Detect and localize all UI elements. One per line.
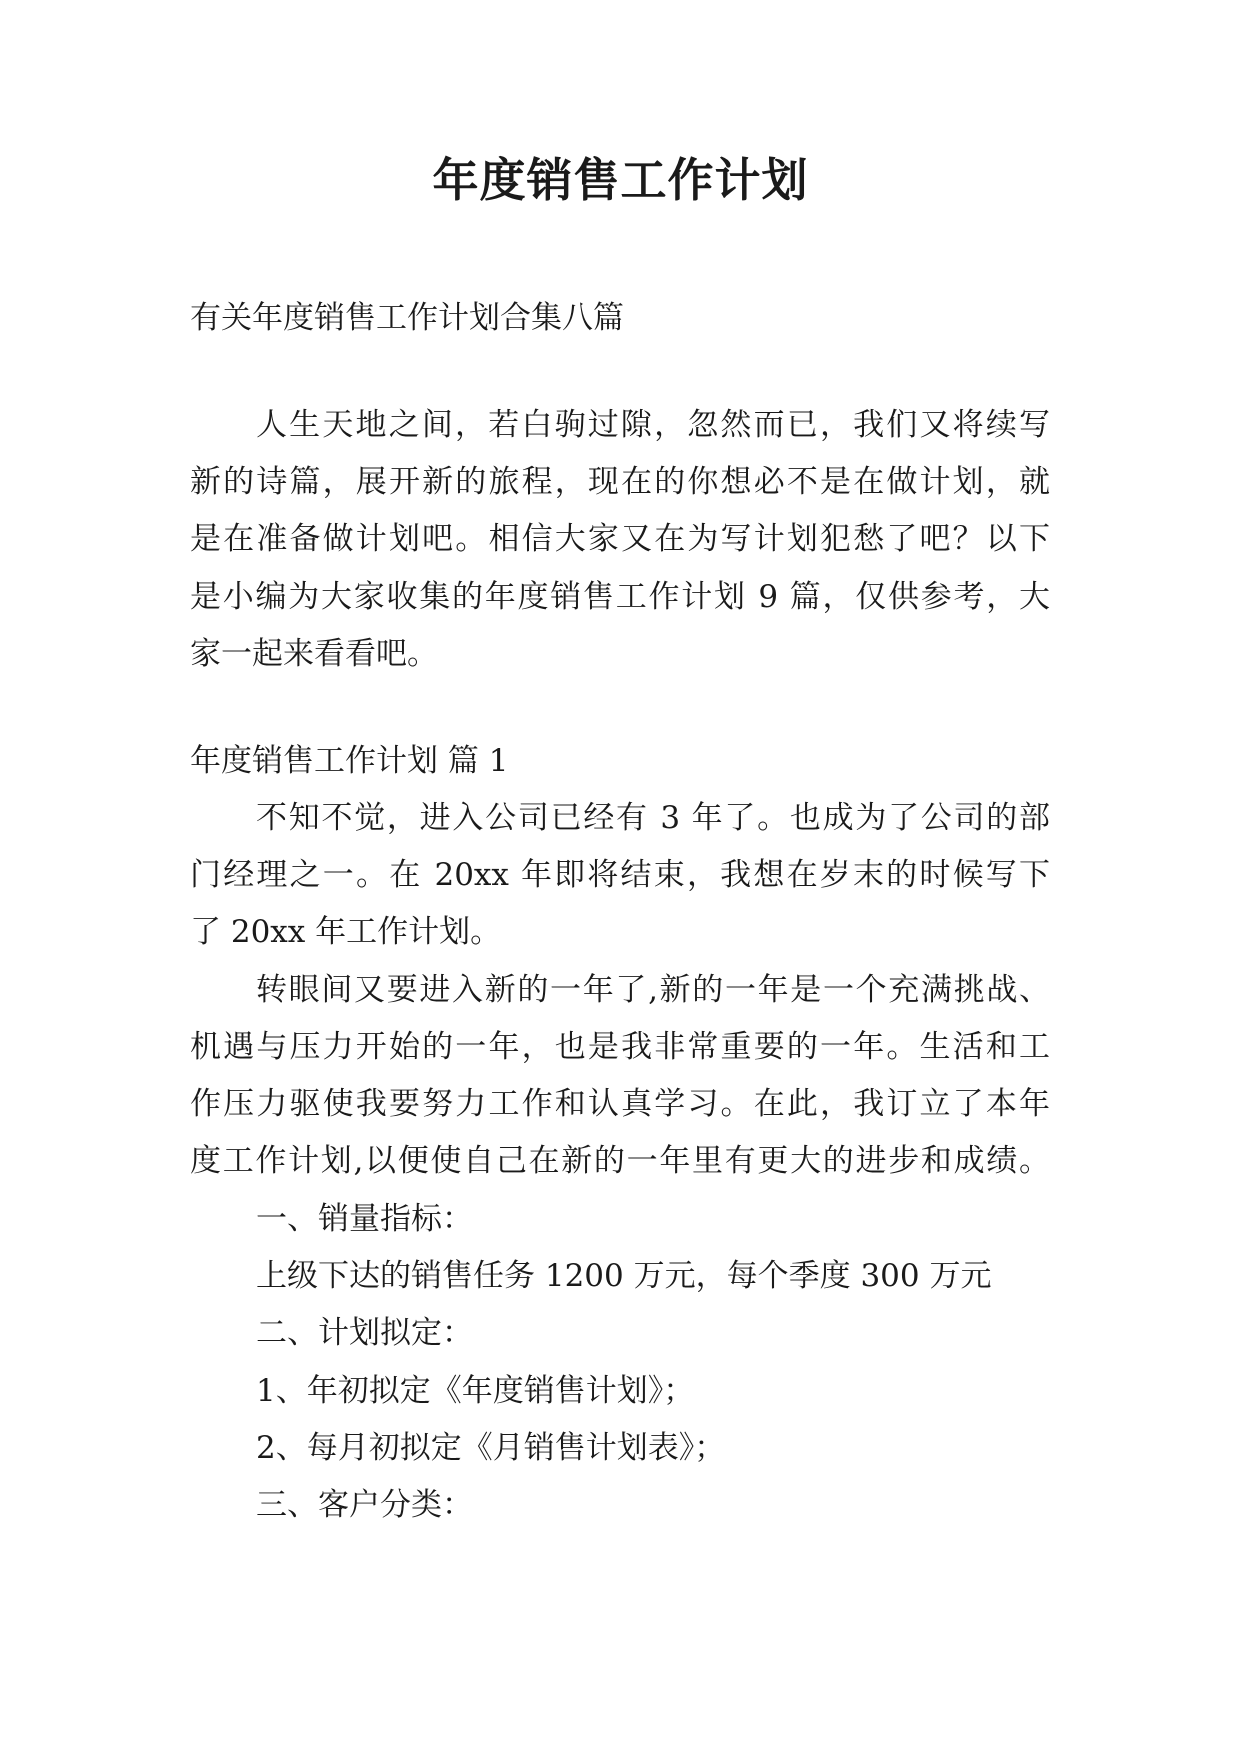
document-subtitle: 有关年度销售工作计划合集八篇 xyxy=(190,300,624,336)
item-sales-target-heading: 一、销量指标： xyxy=(256,1201,473,1237)
item-sales-target-detail: 上级下达的销售任务 1200 万元，每个季度 300 万元 xyxy=(256,1258,992,1294)
para2-line-3: 作压力驱使我要努力工作和认真学习。在此，我订立了本年 xyxy=(190,1086,1050,1122)
para1-line-2: 门经理之一。在 20xx 年即将结束，我想在岁末的时候写下 xyxy=(190,857,1050,893)
para2-line-2: 机遇与压力开始的一年，也是我非常重要的一年。生活和工 xyxy=(190,1029,1050,1065)
para2-line-4: 度工作计划,以便使自己在新的一年里有更大的进步和成绩。 xyxy=(190,1143,1050,1179)
intro-line-1: 人生天地之间，若白驹过隙，忽然而已，我们又将续写 xyxy=(256,407,1050,443)
item-plan-heading: 二、计划拟定： xyxy=(256,1315,473,1351)
para1-line-1: 不知不觉，进入公司已经有 3 年了。也成为了公司的部 xyxy=(256,800,1050,836)
intro-line-2: 新的诗篇，展开新的旅程，现在的你想必不是在做计划，就 xyxy=(190,464,1050,500)
item-plan-2: 2、每月初拟定《月销售计划表》； xyxy=(256,1430,726,1466)
section-heading: 年度销售工作计划 篇 1 xyxy=(190,743,509,779)
intro-line-5: 家一起来看看吧。 xyxy=(190,636,438,672)
para1-line-3: 了 20xx 年工作计划。 xyxy=(190,914,502,950)
item-plan-1: 1、年初拟定《年度销售计划》； xyxy=(256,1373,695,1409)
item-customer-heading: 三、客户分类： xyxy=(256,1487,473,1523)
intro-line-3: 是在准备做计划吧。相信大家又在为写计划犯愁了吧？以下 xyxy=(190,521,1050,557)
document-title: 年度销售工作计划 xyxy=(432,153,809,207)
para2-line-1: 转眼间又要进入新的一年了,新的一年是一个充满挑战、 xyxy=(256,972,1050,1008)
intro-line-4: 是小编为大家收集的年度销售工作计划 9 篇，仅供参考，大 xyxy=(190,579,1050,615)
